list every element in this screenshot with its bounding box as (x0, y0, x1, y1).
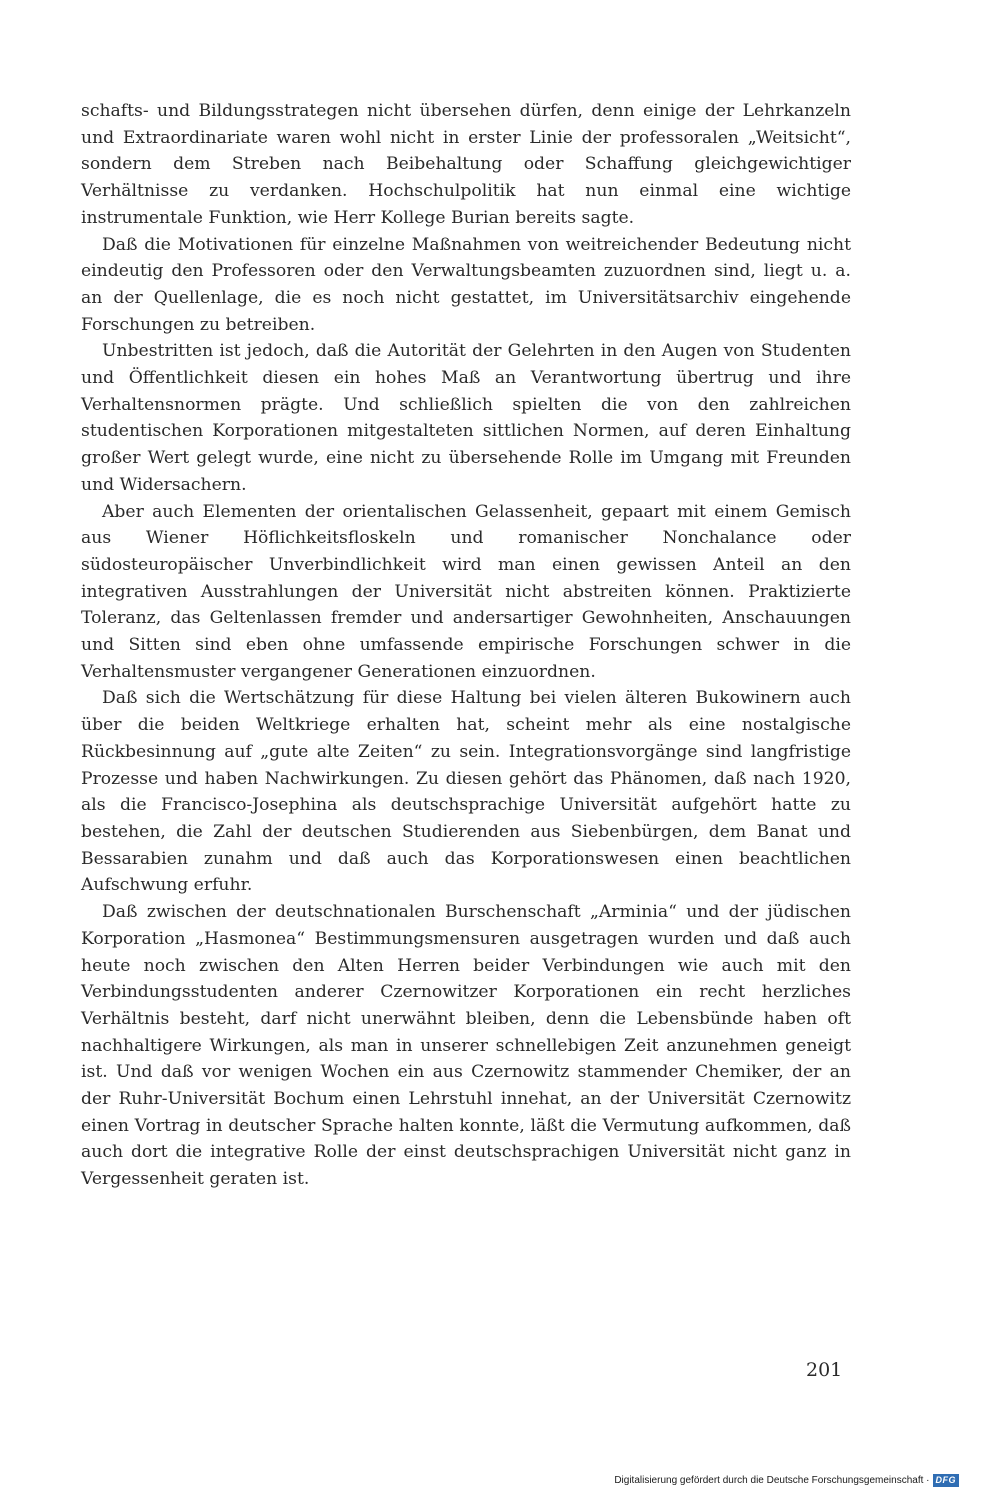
digitization-footer (614, 1474, 959, 1487)
paragraph-4: Aber auch Elementen der orientalischen Gelassenheit, gepaart mit einem Gemisch aus Wiener Höflichkeitsfloskeln und romanischer Nonchalance oder südosteuropäischer Unverbindlichkeit wird man einen gewissen Anteil an den integrativen Ausstrahlungen der Universität nicht abstreiten können. Praktizierte Toleranz, das Geltenlassen fremder und andersartiger Gewohnheiten, Anschauungen und Sitten sind eben ohne umfassende empirische Forschungen schwer in die Verhaltensmuster vergangener Generationen einzuordnen. (81, 501, 851, 682)
page-number: 201 (806, 1359, 843, 1381)
dfg-logo: DFG (933, 1474, 960, 1487)
paragraph-2: Daß die Motivationen für einzelne Maßnahmen von weitreichender Bedeutung nicht eindeutig den Professoren oder den Verwaltungsbeamten zuzuordnen sind, liegt u. a. an der Quellenlage, die es noch nicht gestattet, im Universitätsarchiv eingehende Forschungen zu betreiben. (81, 234, 851, 335)
footer-text: Digitalisierung gefördert durch die Deutsche Forschungsgemeinschaft · (614, 1475, 930, 1486)
paragraph-1: schafts- und Bildungsstrategen nicht übersehen dürfen, denn einige der Lehrkanzeln und Extraordinariate waren wohl nicht in erster Linie der professoralen „Weitsicht“, sondern dem Streben nach Beibehaltung oder Schaffung gleichgewichtiger Verhältnisse zu verdanken. Hochschulpolitik hat nun einmal eine wichtige instrumentale Funktion, wie Herr Kollege Burian bereits sagte. (81, 101, 851, 228)
body-text (81, 98, 851, 1193)
paragraph-3: Unbestritten ist jedoch, daß die Autorität der Gelehrten in den Augen von Studenten und Öffentlichkeit diesen ein hohes Maß an Verantwortung übertrug und ihre Verhaltensnormen prägte. Und schließlich spielten die von den zahlreichen studentischen Korporationen mitgestalteten sittlichen Normen, auf deren Einhaltung großer Wert gelegt wurde, eine nicht zu übersehende Rolle im Umgang mit Freunden und Widersachern. (81, 341, 851, 495)
paragraph-6: Daß zwischen der deutschnationalen Burschenschaft „Arminia“ und der jüdischen Korporation „Hasmonea“ Bestimmungsmensuren ausgetragen wurden und daß auch heute noch zwischen den Alten Herren beider Verbindungen wie auch mit den Verbindungsstudenten anderer Czernowitzer Korporationen ein recht herzliches Verhältnis besteht, darf nicht unerwähnt bleiben, denn die Lebensbünde haben oft nachhaltigere Wirkungen, als man in unserer schnellebigen Zeit anzunehmen geneigt ist. Und daß vor wenigen Wochen ein aus Czernowitz stammender Chemiker, der an der Ruhr-Universität Bochum einen Lehrstuhl innehat, an der Universität Czernowitz einen Vortrag in deutscher Sprache halten konnte, läßt die Vermutung aufkommen, daß auch dort die integrative Rolle der einst deutschsprachigen Universität nicht ganz in Vergessenheit geraten ist. (81, 902, 851, 1190)
paragraph-5: Daß sich die Wertschätzung für diese Haltung bei vielen älteren Bukowinern auch über die beiden Weltkriege erhalten hat, scheint mehr als eine nostalgische Rückbesinnung auf „gute alte Zeiten“ zu sein. Integrationsvorgänge sind langfristige Prozesse und haben Nachwirkungen. Zu diesen gehört das Phänomen, daß nach 1920, als die Francisco-Josephina als deutschsprachige Universität aufgehört hatte zu bestehen, die Zahl der deutschen Studierenden aus Siebenbürgen, dem Banat und Bessarabien zunahm und daß auch das Korporationswesen einen beachtlichen Aufschwung erfuhr. (81, 688, 851, 896)
